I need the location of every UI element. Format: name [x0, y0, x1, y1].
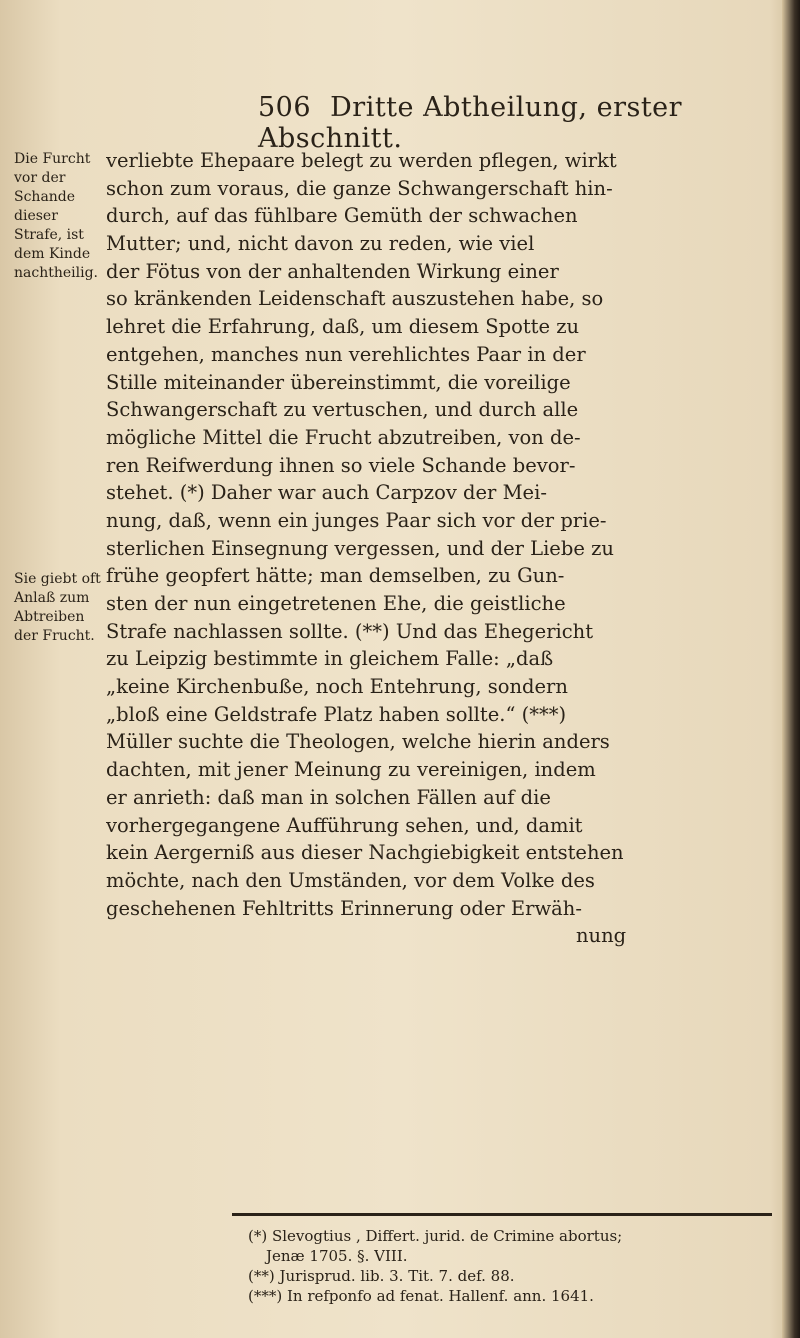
text-line: sten der nun eingetretenen Ehe, die geistliche: [106, 592, 566, 615]
catchword: nung: [576, 924, 627, 948]
text-line: Mutter; und, nicht davon zu reden, wie viel: [106, 232, 535, 256]
text-line: ren Reifwerdung ihnen so viele Schande bevor-: [106, 453, 576, 477]
text-line: verliebte Ehepaare belegt zu werden pflegen, wirkt: [106, 149, 617, 172]
footnote: (**) Jurisprud. lib. 3. Tit. 7. def. 88.: [248, 1267, 515, 1285]
text-line: er anrieth: daß man in solchen Fällen auf die: [106, 785, 551, 809]
book-spine: [782, 0, 800, 1338]
footnote-continuation: Jenæ 1705. §. VIII.: [266, 1247, 408, 1265]
text-line: durch, auf das fühlbare Gemüth der schwachen: [106, 204, 578, 228]
text-line: Stille miteinander übereinstimmt, die voreilige: [106, 370, 571, 394]
text-line: schon zum voraus, die ganze Schwangerschaft hin-: [106, 176, 613, 200]
text-line: „bloß eine Geldstrafe Platz haben sollte.“ (***): [106, 702, 567, 726]
text-line: zu Leipzig bestimmte in gleichem Falle: „daß: [106, 647, 554, 671]
text-line: Müller suchte die Theologen, welche hierin anders: [106, 730, 610, 754]
footnote: (*) Slevogtius , Differt. jurid. de Crimine abortus;: [248, 1227, 623, 1245]
footnote-divider: [232, 1213, 772, 1216]
text-line: Strafe nachlassen sollte. (**) Und das Ehegericht: [106, 619, 594, 643]
text-line: möchte, nach den Umständen, vor dem Volke des: [106, 868, 595, 892]
margin-note: Die Furcht vor der Schande dieser Strafe, ist dem Kinde nachtheilig.: [14, 151, 98, 281]
text-line: lehret die Erfahrung, daß, um diesem Spotte zu: [106, 315, 580, 339]
text-line: mögliche Mittel die Frucht abzutreiben, von de-: [106, 425, 581, 449]
text-line: kein Aergerniß aus dieser Nachgiebigkeit entstehen: [106, 841, 624, 865]
body-text: [106, 147, 774, 950]
footnotes: [248, 1226, 778, 1306]
text-line: geschehenen Fehltritts Erinnerung oder Erwäh-: [106, 896, 582, 920]
text-line: stehet. (*) Daher war auch Carpzov der Mei-: [106, 481, 547, 505]
text-line: vorhergegangene Aufführung sehen, und, damit: [106, 813, 583, 837]
running-title: Dritte Abtheilung, erster Abschnitt.: [258, 92, 683, 154]
text-line: entgehen, manches nun verehlichtes Paar in der: [106, 342, 586, 366]
text-line: so kränkenden Leidenschaft auszustehen habe, so: [106, 287, 604, 311]
page-number: 506: [258, 92, 312, 123]
text-line: der Fötus von der anhaltenden Wirkung einer: [106, 259, 559, 283]
text-line: frühe geopfert hätte; man demselben, zu Gun-: [106, 564, 565, 588]
footnote: (***) In refponfo ad fenat. Hallenf. ann. 1641.: [248, 1287, 594, 1305]
text-line: „keine Kirchenbuße, noch Entehrung, sondern: [106, 675, 568, 699]
margin-note: Sie giebt oft Anlaß zum Abtreiben der Frucht.: [14, 571, 101, 644]
text-line: dachten, mit jener Meinung zu vereinigen, indem: [106, 758, 596, 782]
text-line: Schwangerschaft zu vertuschen, und durch alle: [106, 398, 579, 422]
page-header: [258, 92, 800, 154]
text-line: nung, daß, wenn ein junges Paar sich vor der prie-: [106, 508, 607, 532]
text-line: sterlichen Einsegnung vergessen, und der Liebe zu: [106, 536, 614, 560]
